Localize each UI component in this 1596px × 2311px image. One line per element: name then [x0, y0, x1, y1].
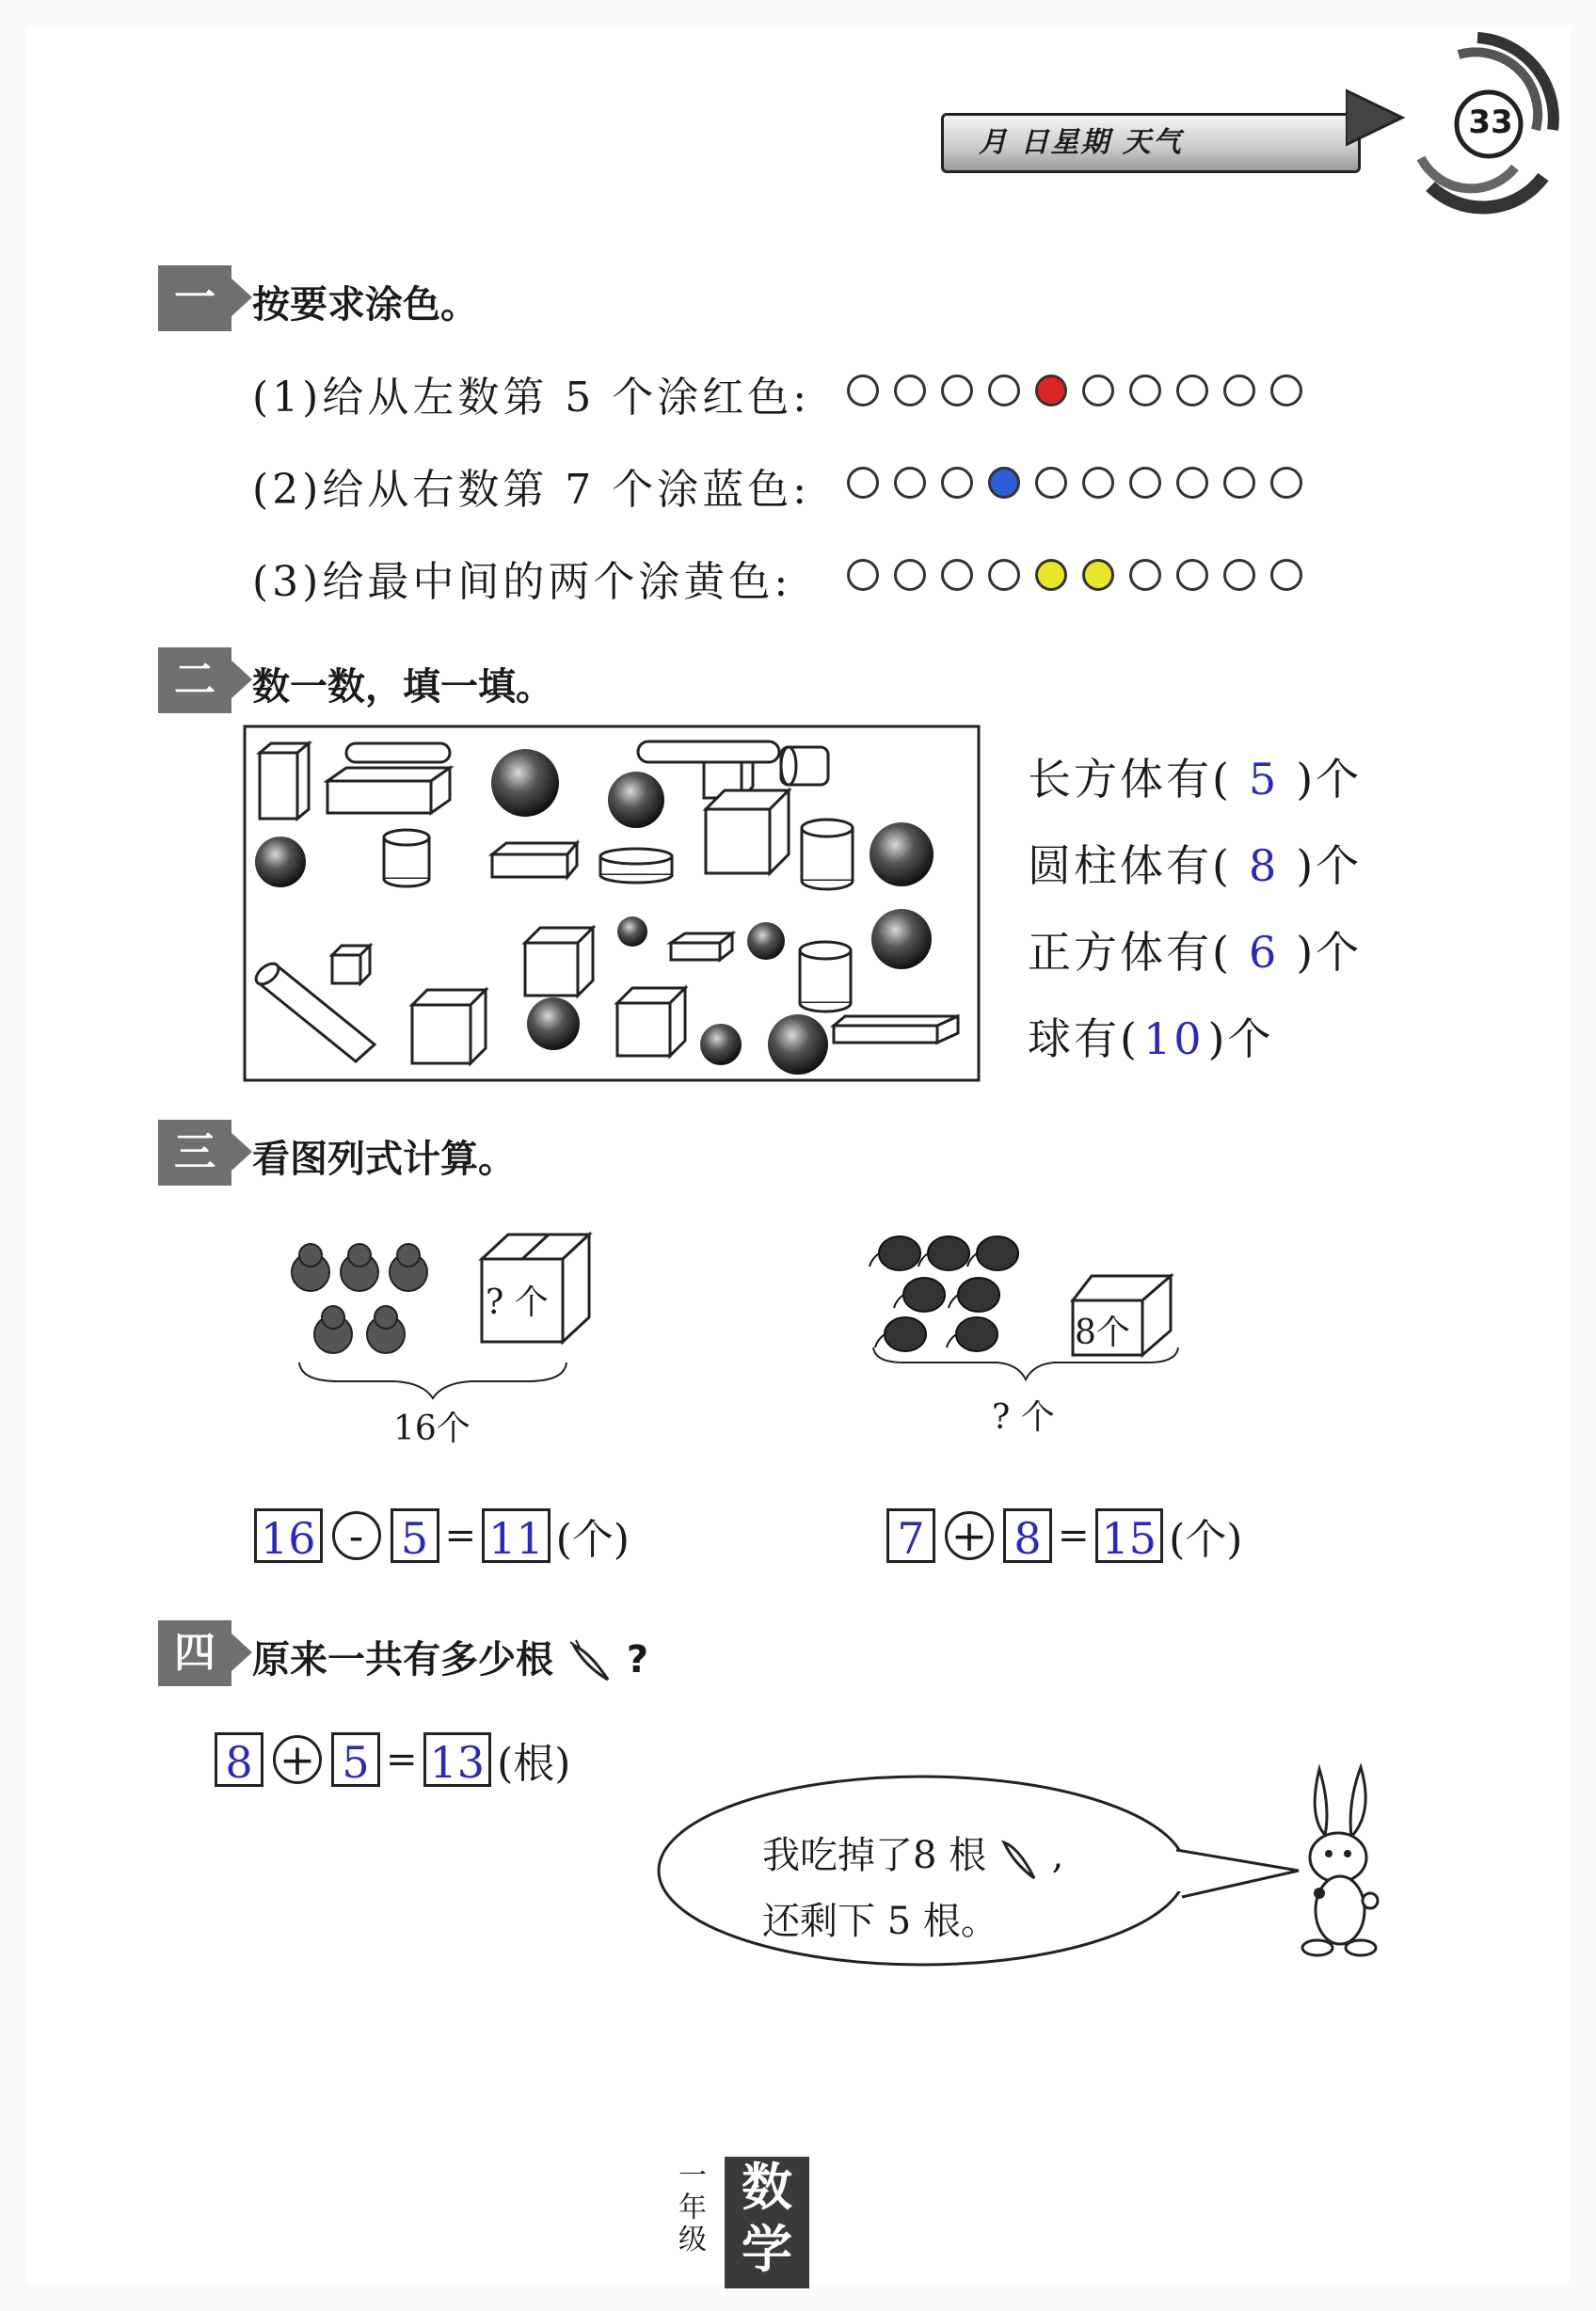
color-circle[interactable] — [941, 559, 973, 591]
eq-box: 7 — [886, 1508, 935, 1563]
color-circle[interactable] — [941, 375, 973, 406]
cylinder-shape — [346, 743, 450, 762]
section-title-4: 原来一共有多少根 ? — [252, 1630, 648, 1685]
color-circle[interactable] — [894, 559, 926, 591]
color-circle[interactable] — [941, 467, 973, 499]
color-circle[interactable] — [1270, 559, 1302, 591]
color-circle[interactable] — [988, 375, 1020, 406]
cylinder-shape — [781, 747, 828, 785]
color-circle[interactable] — [1223, 375, 1255, 406]
apple-icon — [870, 1236, 920, 1270]
circle-row-2 — [847, 467, 1302, 499]
color-circle[interactable] — [1082, 467, 1114, 499]
color-circle[interactable] — [1223, 467, 1255, 499]
section-tag-2: 二 — [158, 647, 231, 713]
eq-box: 8 — [1003, 1508, 1052, 1563]
apple-icon — [918, 1236, 969, 1270]
sphere-shape — [608, 772, 664, 828]
color-circle[interactable] — [847, 375, 879, 406]
circle-row-3 — [847, 559, 1302, 591]
sphere-shape — [747, 922, 785, 960]
answer-row-cuboid: 长方体有( 5 )个 — [1028, 754, 1363, 805]
color-circle[interactable] — [1082, 375, 1114, 406]
sphere-shape — [491, 749, 559, 817]
answer-row-cube: 正方体有( 6 )个 — [1028, 927, 1363, 978]
rabbit-icon — [1270, 1760, 1402, 1976]
eq-box: 15 — [1095, 1508, 1164, 1563]
right-total-label: ? 个 — [992, 1398, 1055, 1437]
color-task-1: (1)给从左数第 5 个涂红色: — [252, 374, 811, 422]
section-title-1: 按要求涂色。 — [252, 283, 478, 327]
color-circle[interactable] — [1035, 375, 1067, 406]
subject-label: 数学 — [725, 2157, 809, 2288]
color-circle[interactable] — [1270, 375, 1302, 406]
pear-icon — [314, 1306, 352, 1353]
cube-shape — [706, 790, 789, 873]
cuboid-shape — [671, 933, 732, 960]
right-box-label: 8个 — [1075, 1314, 1130, 1352]
date-weather-label: 月 日星期 天气 — [979, 126, 1183, 159]
color-circle[interactable] — [1129, 375, 1161, 406]
cuboid-shape — [327, 768, 450, 813]
answer-cylinder: 8 — [1248, 840, 1280, 891]
cylinder-shape — [638, 741, 779, 762]
color-circle[interactable] — [847, 467, 879, 499]
page-number: 33 — [1468, 104, 1513, 141]
pear-icon — [367, 1306, 405, 1353]
sphere-shape — [527, 997, 580, 1050]
apple-icon — [967, 1236, 1018, 1270]
cuboid-shape — [492, 843, 577, 877]
sphere-shape — [617, 916, 647, 947]
color-circle[interactable] — [1176, 375, 1208, 406]
color-circle[interactable] — [988, 559, 1020, 591]
color-circle[interactable] — [894, 467, 926, 499]
color-circle[interactable] — [1176, 559, 1208, 591]
cylinder-shape — [600, 849, 672, 883]
section-title-2: 数一数，填一填。 — [252, 665, 553, 709]
color-circle[interactable] — [1270, 467, 1302, 499]
right-equation: 7 + 8 = 15 (个) — [886, 1506, 1242, 1566]
section-tag-4: 四 — [158, 1620, 231, 1686]
answer-cuboid: 5 — [1248, 754, 1280, 805]
color-circle[interactable] — [1176, 467, 1208, 499]
color-circle[interactable] — [1223, 559, 1255, 591]
eq-box: 11 — [482, 1508, 551, 1563]
sphere-shape — [768, 1014, 828, 1075]
apple-icon — [947, 1317, 998, 1351]
left-box-label: ? 个 — [486, 1283, 549, 1322]
section4-equation: 8 + 5 = 13 (根) — [215, 1729, 570, 1790]
pear-icon — [292, 1244, 329, 1291]
circle-row-1 — [847, 375, 1302, 406]
sphere-shape — [870, 822, 934, 886]
section-tag-3: 三 — [158, 1120, 231, 1186]
color-task-2: (2)给从右数第 7 个涂蓝色: — [252, 466, 811, 514]
color-circle[interactable] — [1035, 467, 1067, 499]
color-circle[interactable] — [847, 559, 879, 591]
color-circle[interactable] — [1129, 559, 1161, 591]
eq-box: 5 — [331, 1732, 380, 1787]
cylinder-shape — [802, 820, 853, 889]
apple-icon — [875, 1317, 926, 1351]
solid-shapes-picture — [243, 725, 981, 1082]
sphere-shape — [255, 837, 306, 887]
cube-shape — [617, 988, 685, 1056]
apple-icon — [894, 1278, 945, 1312]
color-circle[interactable] — [894, 375, 926, 406]
pear-icon — [341, 1244, 378, 1291]
cylinder-shape — [800, 942, 851, 1012]
color-circle[interactable] — [1035, 559, 1067, 591]
color-task-3: (3)给最中间的两个涂黄色: — [252, 558, 792, 606]
cylinder-shape — [384, 830, 429, 886]
apple-icon — [949, 1278, 999, 1312]
sphere-shape — [871, 909, 932, 969]
cuboid-shape — [260, 743, 309, 819]
answer-cube: 6 — [1248, 927, 1280, 978]
left-equation: 16 - 5 = 11 (个) — [254, 1506, 630, 1566]
color-circle[interactable] — [1082, 559, 1114, 591]
answer-row-cylinder: 圆柱体有( 8 )个 — [1028, 840, 1363, 891]
cuboid-shape — [834, 1016, 958, 1043]
grade-label: 一年级 — [678, 2160, 707, 2256]
apples-and-box-picture — [866, 1219, 1186, 1408]
operator-circle: + — [945, 1511, 994, 1560]
bubble-line-1: 我吃掉了8 根 , — [762, 1825, 1063, 1882]
section-tag-1: 一 — [158, 265, 231, 331]
eq-box: 8 — [215, 1732, 263, 1787]
cube-shape — [525, 928, 593, 996]
eq-box: 5 — [391, 1508, 439, 1563]
eq-box: 13 — [423, 1732, 492, 1787]
cube-shape — [332, 946, 370, 983]
color-circle[interactable] — [988, 467, 1020, 499]
operator-circle: + — [273, 1735, 322, 1784]
left-total-label: 16个 — [393, 1410, 471, 1448]
cube-shape — [412, 990, 486, 1063]
operator-circle: - — [332, 1511, 381, 1560]
carrot-icon — [567, 1638, 614, 1685]
sphere-shape — [700, 1024, 742, 1065]
bubble-line-2: 还剩下 5 根。 — [762, 1900, 998, 1943]
carrot-icon — [998, 1835, 1040, 1882]
color-circle[interactable] — [1129, 467, 1161, 499]
pear-icon — [390, 1244, 427, 1291]
eq-box: 16 — [254, 1508, 323, 1563]
answer-row-sphere: 球有(10)个 — [1028, 1013, 1274, 1064]
answer-sphere: 10 — [1142, 1013, 1205, 1064]
section-title-3: 看图列式计算。 — [252, 1138, 516, 1181]
